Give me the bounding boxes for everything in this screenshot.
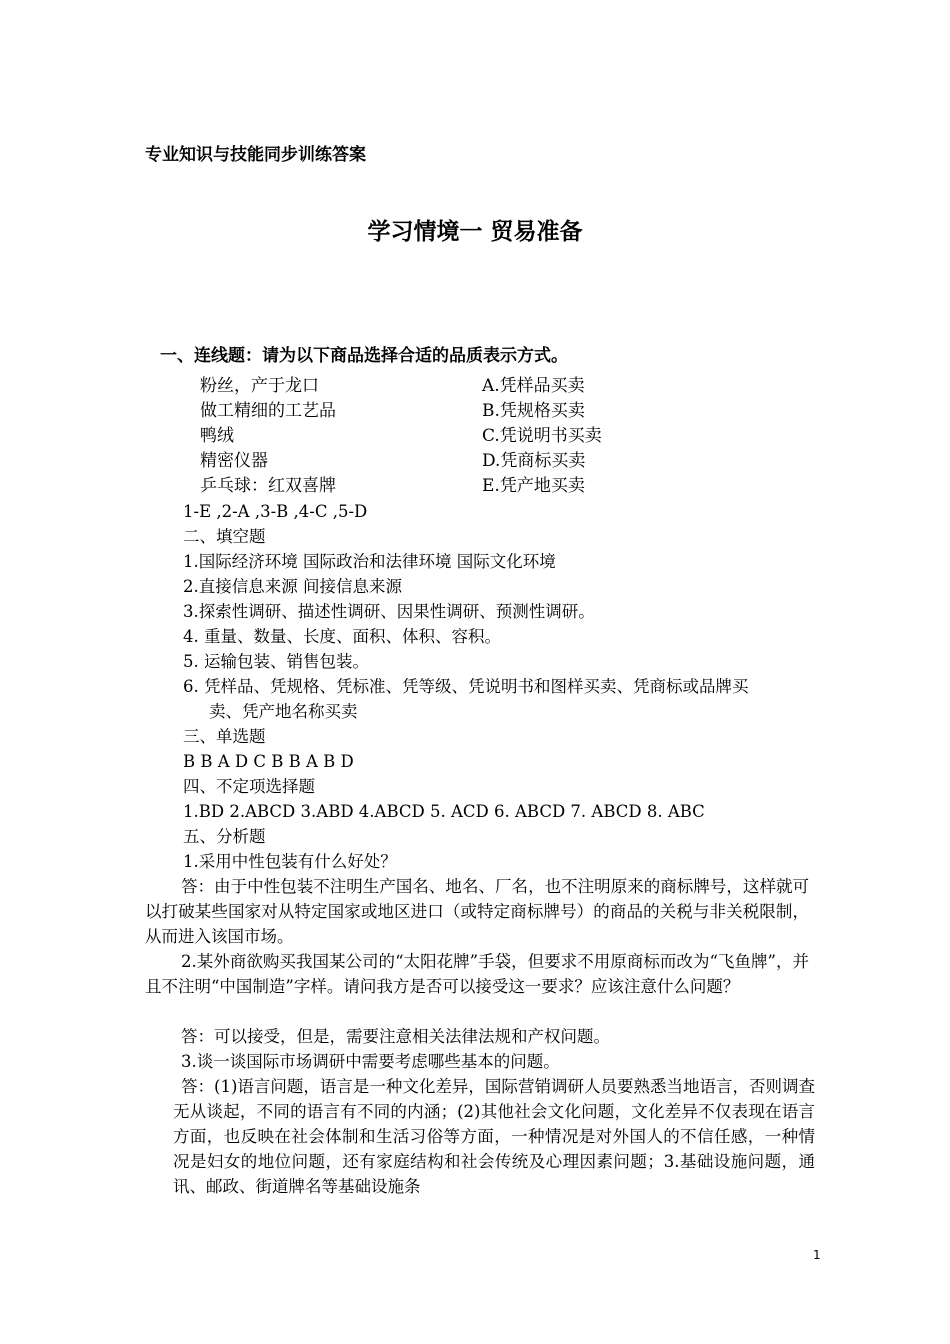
question-3-answer: B B A D C B B A B D bbox=[183, 752, 354, 771]
fill-answer: 3.探索性调研、描述性调研、因果性调研、预测性调研。 bbox=[183, 602, 595, 621]
matching-item: 鸭绒 bbox=[200, 426, 234, 446]
analysis-answer-2-block bbox=[181, 1024, 809, 1074]
answer-lines bbox=[183, 499, 749, 874]
fill-answer: 5. 运输包装、销售包装。 bbox=[183, 652, 369, 671]
section-title: 学习情境一 贸易准备 bbox=[367, 219, 583, 245]
matching-option: E.凭产地买卖 bbox=[482, 476, 585, 496]
fill-answer: 1.国际经济环境 国际政治和法律环境 国际文化环境 bbox=[183, 552, 556, 571]
matching-options bbox=[482, 374, 602, 499]
analysis-answer-2: 答：可以接受，但是，需要注意相关法律法规和产权问题。 bbox=[181, 1027, 610, 1046]
question-5-title: 五、分析题 bbox=[183, 827, 266, 846]
question-1-title: 一、连线题：请为以下商品选择合适的品质表示方式。 bbox=[160, 346, 568, 366]
fill-answer: 4. 重量、数量、长度、面积、体积、容积。 bbox=[183, 627, 501, 646]
question-1-answer: 1-E ,2-A ,3-B ,4-C ,5-D bbox=[183, 502, 368, 521]
matching-option: B.凭规格买卖 bbox=[482, 401, 585, 421]
fill-answer: 6. 凭样品、凭规格、凭标准、凭等级、凭说明书和图样买卖、凭商标或品牌买 bbox=[183, 677, 749, 696]
fill-answer: 2.直接信息来源 间接信息来源 bbox=[183, 577, 402, 596]
analysis-answer-1: 答：由于中性包装不注明生产国名、地名、厂名，也不注明原来的商标牌号，这样就可以打破某些国家对从特定国家或地区进口（或特定商标牌号）的商品的关税与非关税限制，从而进入该国市场。 bbox=[145, 877, 809, 946]
question-4-title: 四、不定项选择题 bbox=[183, 777, 315, 796]
matching-option: A.凭样品买卖 bbox=[482, 376, 585, 396]
question-3-title: 三、单选题 bbox=[183, 727, 266, 746]
matching-option: D.凭商标买卖 bbox=[482, 451, 586, 471]
question-4-answer: 1.BD 2.ABCD 3.ABD 4.ABCD 5. ACD 6. ABCD 7. ABCD 8. ABC bbox=[183, 802, 705, 821]
matching-item: 精密仪器 bbox=[200, 451, 268, 471]
matching-option: C.凭说明书买卖 bbox=[482, 426, 602, 446]
matching-item: 乒乓球：红双喜牌 bbox=[200, 476, 336, 496]
question-2-title: 二、填空题 bbox=[183, 527, 266, 546]
page-number: 1 bbox=[813, 1248, 821, 1262]
fill-answer-continuation: 卖、凭产地名称买卖 bbox=[209, 702, 358, 721]
analysis-question-3: 3.谈一谈国际市场调研中需要考虑哪些基本的问题。 bbox=[181, 1052, 560, 1071]
matching-item: 做工精细的工艺品 bbox=[200, 401, 336, 421]
matching-items bbox=[200, 374, 336, 499]
analysis-question-2: 2.某外商欲购买我国某公司的“太阳花牌”手袋，但要求不用原商标而改为“飞鱼牌”，并且不注明“中国制造”字样。请问我方是否可以接受这一要求？应该注意什么问题？ bbox=[145, 952, 809, 996]
analysis-question-1: 1.采用中性包装有什么好处？ bbox=[183, 852, 397, 871]
document-title: 专业知识与技能同步训练答案 bbox=[145, 145, 366, 165]
matching-item: 粉丝，产于龙口 bbox=[200, 376, 319, 396]
analysis-answer-3: 答：(1)语言问题，语言是一种文化差异，国际营销调研人员要熟悉当地语言，否则调查无从谈起，不同的语言有不同的内涵；(2)其他社会文化问题，文化差异不仅表现在语言方面，也反映在社会体制和生活习俗等方面，一种情况是对外国人的不信任感，一种情况是妇女的地位问题，还有家庭结构和社会传统及心理因素问题；3.基础设施问题，通讯、邮政、街道牌名等基础设施条 bbox=[173, 1077, 815, 1196]
